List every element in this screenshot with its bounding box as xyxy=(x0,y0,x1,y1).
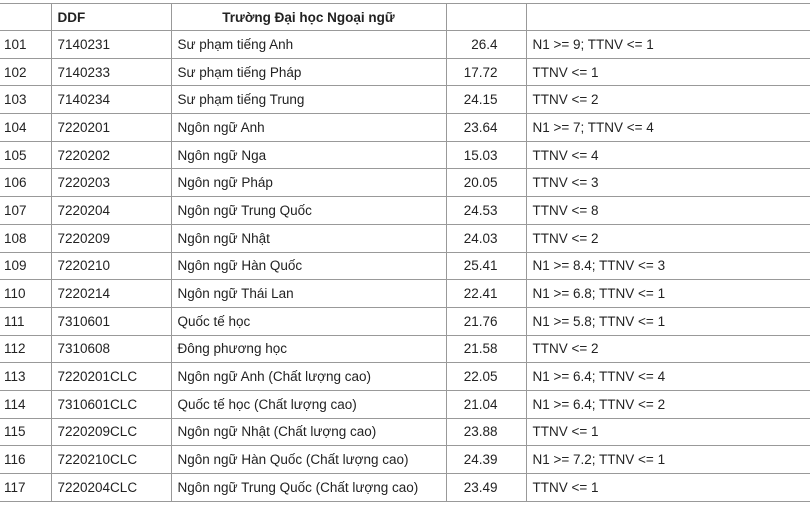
cell-major: Ngôn ngữ Thái Lan xyxy=(171,280,446,308)
cell-index: 102 xyxy=(0,58,51,86)
cell-code: 7140231 xyxy=(51,31,171,59)
table-row xyxy=(0,224,810,252)
cell-index: 104 xyxy=(0,114,51,142)
cell-score: 22.05 xyxy=(446,363,526,391)
cell-index: 101 xyxy=(0,31,51,59)
cell-criteria: TTNV <= 1 xyxy=(526,58,810,86)
table-row xyxy=(0,446,810,474)
cell-index: 111 xyxy=(0,307,51,335)
header-score xyxy=(446,4,526,31)
cell-score: 24.03 xyxy=(446,224,526,252)
cell-code: 7220210 xyxy=(51,252,171,280)
cell-code: 7140233 xyxy=(51,58,171,86)
cell-score: 23.49 xyxy=(446,474,526,502)
cell-major: Ngôn ngữ Hàn Quốc xyxy=(171,252,446,280)
cell-score: 22.41 xyxy=(446,280,526,308)
cell-major: Quốc tế học xyxy=(171,307,446,335)
cell-score: 25.41 xyxy=(446,252,526,280)
cell-criteria: N1 >= 7.2; TTNV <= 1 xyxy=(526,446,810,474)
cell-code: 7220201 xyxy=(51,114,171,142)
cell-score: 15.03 xyxy=(446,141,526,169)
cell-code: 7220209 xyxy=(51,224,171,252)
cell-code: 7220209CLC xyxy=(51,418,171,446)
table-row xyxy=(0,474,810,502)
cell-score: 21.58 xyxy=(446,335,526,363)
cell-code: 7220201CLC xyxy=(51,363,171,391)
table-row xyxy=(0,418,810,446)
cell-score: 20.05 xyxy=(446,169,526,197)
cell-code: 7310608 xyxy=(51,335,171,363)
table-row xyxy=(0,390,810,418)
cell-index: 107 xyxy=(0,197,51,225)
cell-index: 114 xyxy=(0,390,51,418)
cell-major: Sư phạm tiếng Trung xyxy=(171,86,446,114)
cell-criteria: TTNV <= 2 xyxy=(526,224,810,252)
cell-score: 26.4 xyxy=(446,31,526,59)
cell-code: 7220214 xyxy=(51,280,171,308)
cell-criteria: N1 >= 7; TTNV <= 4 xyxy=(526,114,810,142)
cell-criteria: TTNV <= 4 xyxy=(526,141,810,169)
cell-criteria: TTNV <= 2 xyxy=(526,335,810,363)
cell-code: 7220203 xyxy=(51,169,171,197)
cell-major: Ngôn ngữ Nhật (Chất lượng cao) xyxy=(171,418,446,446)
cell-major: Sư phạm tiếng Anh xyxy=(171,31,446,59)
cell-score: 24.53 xyxy=(446,197,526,225)
cell-score: 21.04 xyxy=(446,390,526,418)
table-row xyxy=(0,141,810,169)
cell-criteria: TTNV <= 1 xyxy=(526,474,810,502)
cell-index: 112 xyxy=(0,335,51,363)
cell-code: 7220210CLC xyxy=(51,446,171,474)
cell-major: Ngôn ngữ Anh xyxy=(171,114,446,142)
cell-index: 108 xyxy=(0,224,51,252)
cell-index: 106 xyxy=(0,169,51,197)
table-row xyxy=(0,280,810,308)
table-row xyxy=(0,31,810,59)
cell-index: 117 xyxy=(0,474,51,502)
cell-major: Ngôn ngữ Hàn Quốc (Chất lượng cao) xyxy=(171,446,446,474)
cell-code: 7140234 xyxy=(51,86,171,114)
cell-major: Ngôn ngữ Pháp xyxy=(171,169,446,197)
cell-criteria: TTNV <= 1 xyxy=(526,418,810,446)
admission-scores-table xyxy=(0,3,810,502)
table-row xyxy=(0,335,810,363)
table-row xyxy=(0,363,810,391)
cell-index: 109 xyxy=(0,252,51,280)
cell-major: Đông phương học xyxy=(171,335,446,363)
cell-major: Ngôn ngữ Nhật xyxy=(171,224,446,252)
cell-code: 7310601 xyxy=(51,307,171,335)
header-criteria xyxy=(526,4,810,31)
cell-criteria: N1 >= 5.8; TTNV <= 1 xyxy=(526,307,810,335)
cell-code: 7220204CLC xyxy=(51,474,171,502)
header-university: Trường Đại học Ngoại ngữ xyxy=(171,4,446,31)
cell-major: Sư phạm tiếng Pháp xyxy=(171,58,446,86)
cell-major: Ngôn ngữ Trung Quốc (Chất lượng cao) xyxy=(171,474,446,502)
cell-major: Ngôn ngữ Nga xyxy=(171,141,446,169)
cell-score: 23.88 xyxy=(446,418,526,446)
cell-criteria: N1 >= 9; TTNV <= 1 xyxy=(526,31,810,59)
cell-major: Ngôn ngữ Trung Quốc xyxy=(171,197,446,225)
cell-index: 116 xyxy=(0,446,51,474)
cell-score: 23.64 xyxy=(446,114,526,142)
cell-criteria: N1 >= 6.8; TTNV <= 1 xyxy=(526,280,810,308)
table-row xyxy=(0,307,810,335)
table-row xyxy=(0,169,810,197)
cell-criteria: N1 >= 8.4; TTNV <= 3 xyxy=(526,252,810,280)
cell-index: 103 xyxy=(0,86,51,114)
cell-index: 115 xyxy=(0,418,51,446)
header-index xyxy=(0,4,51,31)
cell-criteria: TTNV <= 3 xyxy=(526,169,810,197)
cell-major: Ngôn ngữ Anh (Chất lượng cao) xyxy=(171,363,446,391)
cell-index: 110 xyxy=(0,280,51,308)
cell-code: 7310601CLC xyxy=(51,390,171,418)
header-code: DDF xyxy=(51,4,171,31)
cell-code: 7220204 xyxy=(51,197,171,225)
header-row xyxy=(0,4,810,31)
cell-code: 7220202 xyxy=(51,141,171,169)
table-row xyxy=(0,58,810,86)
cell-score: 24.39 xyxy=(446,446,526,474)
cell-score: 21.76 xyxy=(446,307,526,335)
table-row xyxy=(0,86,810,114)
cell-index: 105 xyxy=(0,141,51,169)
cell-criteria: TTNV <= 8 xyxy=(526,197,810,225)
cell-score: 24.15 xyxy=(446,86,526,114)
table-row xyxy=(0,197,810,225)
cell-criteria: N1 >= 6.4; TTNV <= 4 xyxy=(526,363,810,391)
cell-criteria: TTNV <= 2 xyxy=(526,86,810,114)
cell-major: Quốc tế học (Chất lượng cao) xyxy=(171,390,446,418)
cell-criteria: N1 >= 6.4; TTNV <= 2 xyxy=(526,390,810,418)
cell-index: 113 xyxy=(0,363,51,391)
table-row xyxy=(0,114,810,142)
table-row xyxy=(0,252,810,280)
cell-score: 17.72 xyxy=(446,58,526,86)
